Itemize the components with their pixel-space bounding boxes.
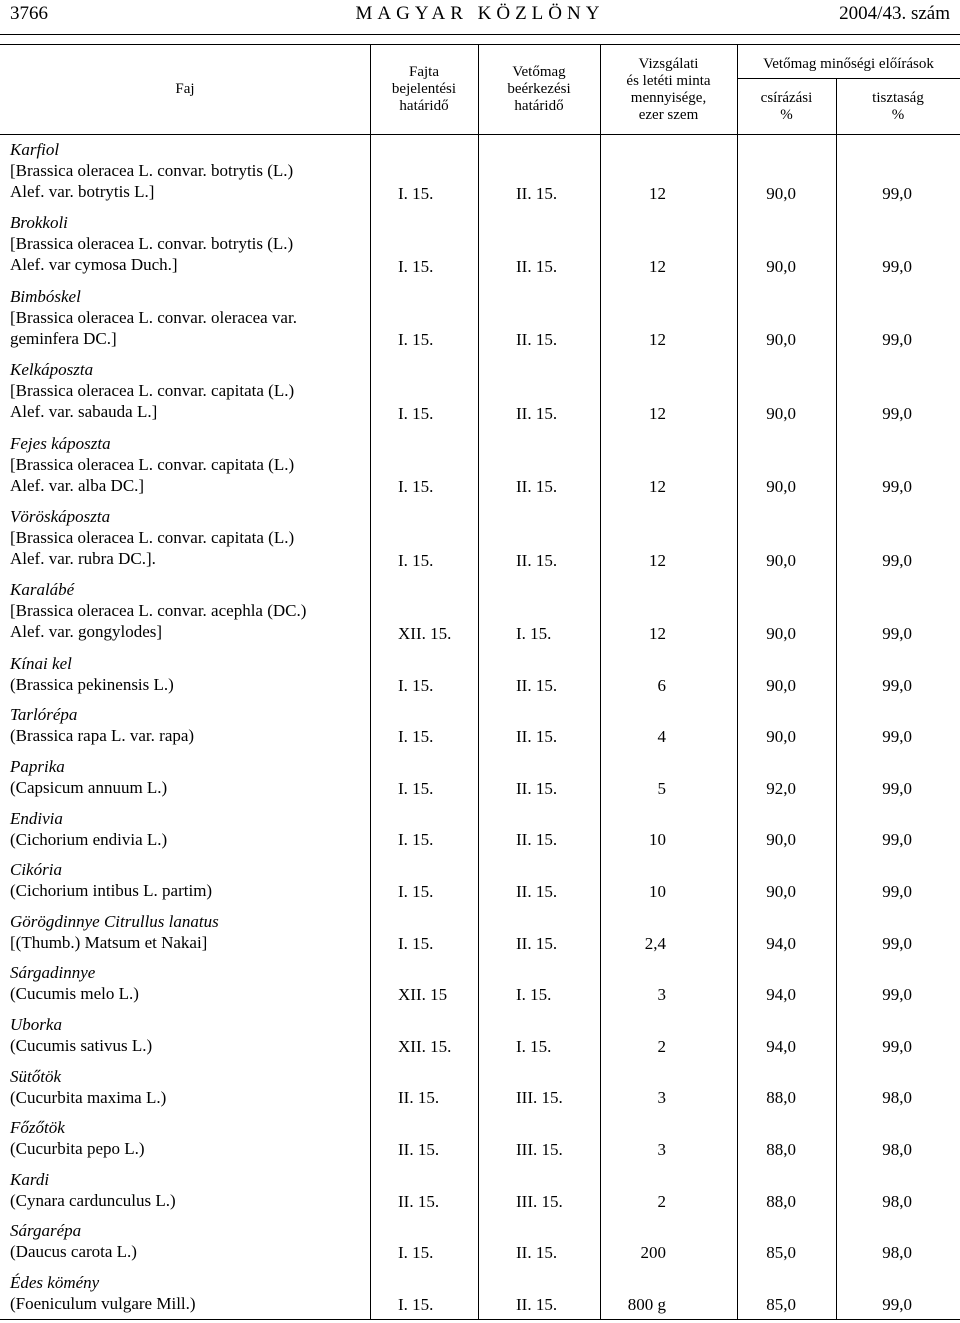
purity-cell: 98,0	[882, 1088, 912, 1108]
germination-cell: 90,0	[766, 550, 796, 570]
sample-size-cell: 200	[640, 1243, 666, 1263]
table-row	[0, 653, 960, 697]
table-row	[0, 756, 960, 800]
seed-arrival-cell: II. 15.	[516, 675, 558, 695]
seed-arrival-cell: II. 15.	[516, 183, 558, 203]
purity-cell: 99,0	[882, 183, 912, 203]
submit-deadline-cell: I. 15.	[398, 183, 434, 203]
table-row	[0, 1014, 960, 1058]
table-row	[0, 1066, 960, 1110]
species-scientific-name: (Cichorium intibus L. partim)	[10, 881, 213, 901]
col-sample-line2: és letéti minta	[626, 73, 711, 89]
species-name	[10, 808, 167, 850]
seed-arrival-cell: I. 15.	[516, 985, 552, 1005]
species-scientific-name: (Cynara cardunculus L.)	[10, 1190, 176, 1210]
species-scientific-name: [Brassica oleracea L. convar. botrytis (L.)	[10, 161, 294, 180]
species-scientific-name: [Brassica oleracea L. convar. acephla (DC.)	[10, 601, 307, 621]
table-bottom-border	[0, 1319, 960, 1320]
species-name	[10, 1117, 145, 1159]
species-scientific-name: (Brassica pekinensis L.)	[10, 674, 174, 694]
table-row	[0, 1117, 960, 1161]
species-name	[10, 579, 306, 642]
species-scientific-name: (Daucus carota L.)	[10, 1242, 137, 1262]
species-name	[10, 1220, 137, 1262]
purity-cell: 99,0	[882, 330, 912, 350]
species-name	[10, 756, 167, 798]
species-name	[10, 506, 294, 569]
species-scientific-name: (Foeniculum vulgare Mill.)	[10, 1294, 196, 1313]
col-germ-line1: csírázási	[760, 90, 813, 106]
sample-size-cell: 12	[649, 477, 666, 497]
col-quality-group: Vetőmag minőségi előírások	[763, 56, 934, 72]
seed-arrival-cell: III. 15.	[516, 1191, 563, 1211]
sample-size-cell: 12	[649, 183, 666, 203]
seed-arrival-cell: II. 15.	[516, 727, 558, 747]
purity-cell: 99,0	[882, 403, 912, 423]
species-common-name: Bimbóskel	[10, 286, 81, 306]
seed-arrival-cell: I. 15.	[516, 623, 552, 643]
species-scientific-name: (Capsicum annuum L.)	[10, 778, 168, 797]
sample-size-cell: 12	[649, 256, 666, 276]
sample-size-cell: 3	[657, 1139, 666, 1159]
submit-deadline-cell: I. 15.	[398, 881, 434, 901]
species-scientific-name: [Brassica oleracea L. convar. capitata (L.)	[10, 454, 295, 474]
species-common-name: Édes kömény	[10, 1273, 100, 1292]
purity-cell: 99,0	[882, 933, 912, 953]
sample-size-cell: 10	[649, 830, 666, 850]
germination-cell: 90,0	[766, 403, 796, 423]
purity-cell: 98,0	[882, 1139, 912, 1159]
sample-size-cell: 12	[649, 330, 666, 350]
seed-arrival-cell: II. 15.	[516, 830, 558, 850]
issue-number: 2004/43. szám	[839, 3, 950, 24]
col-submit-deadline	[370, 64, 478, 115]
submit-deadline-cell: XII. 15.	[398, 623, 452, 643]
germination-cell: 90,0	[766, 675, 796, 695]
purity-cell: 99,0	[882, 727, 912, 747]
table-row	[0, 704, 960, 748]
species-scientific-name: Alef. var. alba DC.]	[10, 475, 145, 495]
germination-cell: 94,0	[766, 985, 796, 1005]
species-common-name: Görögdinnye Citrullus lanatus	[10, 911, 219, 931]
species-common-name: Sárgarépa	[10, 1221, 82, 1241]
species-name	[10, 1169, 176, 1211]
purity-cell: 99,0	[882, 675, 912, 695]
table-row	[0, 1220, 960, 1264]
table-row	[0, 212, 960, 277]
species-common-name: Kínai kel	[10, 653, 72, 673]
purity-cell: 99,0	[882, 985, 912, 1005]
seed-arrival-cell: II. 15.	[516, 778, 558, 798]
purity-cell: 99,0	[882, 477, 912, 497]
germination-cell: 94,0	[766, 1036, 796, 1056]
purity-cell: 99,0	[882, 256, 912, 276]
submit-deadline-cell: I. 15.	[398, 330, 434, 350]
species-scientific-name: (Cucurbita maxima L.)	[10, 1087, 167, 1107]
germination-cell: 90,0	[766, 256, 796, 276]
germination-cell: 90,0	[766, 623, 796, 643]
col-sample-size	[600, 56, 737, 124]
seed-arrival-cell: II. 15.	[516, 933, 558, 953]
species-scientific-name: [Brassica oleracea L. convar. capitata (L.)	[10, 528, 295, 547]
germination-cell: 94,0	[766, 933, 796, 953]
seed-arrival-cell: II. 15.	[516, 881, 558, 901]
seed-arrival-cell: I. 15.	[516, 1036, 552, 1056]
sample-size-cell: 2	[657, 1191, 666, 1211]
col-sample-line3: mennyisége,	[630, 90, 707, 106]
species-scientific-name: [Brassica oleracea L. convar. oleracea var.	[10, 307, 297, 327]
species-scientific-name: [Brassica oleracea L. convar. capitata (L.)	[10, 381, 295, 401]
purity-cell: 99,0	[882, 1294, 912, 1314]
seed-arrival-cell: II. 15.	[516, 1243, 558, 1263]
species-common-name: Karalábé	[10, 580, 75, 600]
header-bottom-border	[0, 134, 960, 135]
table-row	[0, 139, 960, 204]
purity-cell: 99,0	[882, 778, 912, 798]
purity-cell: 98,0	[882, 1243, 912, 1263]
species-common-name: Kelkáposzta	[10, 360, 94, 380]
sample-size-cell: 3	[657, 1088, 666, 1108]
species-name	[10, 859, 212, 901]
col-seed-arrival	[478, 64, 600, 115]
table-top-border	[0, 44, 960, 45]
germination-cell: 88,0	[766, 1139, 796, 1159]
sample-size-cell: 10	[649, 881, 666, 901]
species-scientific-name: Alef. var. sabauda L.]	[10, 402, 158, 422]
purity-cell: 98,0	[882, 1191, 912, 1211]
germination-cell: 85,0	[766, 1243, 796, 1263]
germination-cell: 88,0	[766, 1088, 796, 1108]
col-germ-line2: %	[780, 107, 793, 123]
submit-deadline-cell: XII. 15	[398, 985, 448, 1005]
col-arrival-line1: Vetőmag	[512, 64, 566, 80]
species-common-name: Sütőtök	[10, 1066, 61, 1086]
species-scientific-name: geminfera DC.]	[10, 328, 117, 348]
submit-deadline-cell: II. 15.	[398, 1139, 440, 1159]
col-purity-line1: tisztaság	[872, 90, 924, 106]
species-common-name: Sárgadinnye	[10, 963, 96, 983]
page-header	[0, 0, 960, 32]
col-germination	[737, 90, 836, 124]
germination-cell: 90,0	[766, 881, 796, 901]
purity-cell: 99,0	[882, 1036, 912, 1056]
table-row	[0, 911, 960, 955]
sample-size-cell: 12	[649, 623, 666, 643]
table-row	[0, 859, 960, 903]
species-scientific-name: (Brassica rapa L. var. rapa)	[10, 726, 195, 746]
col-arrival-line3: határidő	[514, 98, 564, 114]
submit-deadline-cell: II. 15.	[398, 1191, 440, 1211]
sample-size-cell: 2	[657, 1036, 666, 1056]
submit-deadline-cell: I. 15.	[398, 1243, 434, 1263]
col-submit-line1: Fajta	[409, 64, 439, 80]
germination-cell: 90,0	[766, 727, 796, 747]
species-common-name: Fejes káposzta	[10, 433, 111, 453]
seed-arrival-cell: II. 15.	[516, 477, 558, 497]
germination-cell: 92,0	[766, 778, 796, 798]
table-row	[0, 359, 960, 424]
col-sample-line4: ezer szem	[638, 107, 699, 123]
submit-deadline-cell: I. 15.	[398, 477, 434, 497]
table-row	[0, 1169, 960, 1213]
submit-deadline-cell: I. 15.	[398, 727, 434, 747]
species-name	[10, 653, 174, 695]
seed-arrival-cell: II. 15.	[516, 1294, 558, 1314]
species-scientific-name: (Cucumis sativus L.)	[10, 1036, 153, 1055]
species-name	[10, 911, 219, 953]
species-common-name: Kardi	[10, 1169, 50, 1189]
sample-size-cell: 3	[657, 985, 666, 1005]
quality-group-divider	[737, 78, 960, 79]
sample-size-cell: 5	[657, 778, 666, 798]
species-scientific-name: (Cucurbita pepo L.)	[10, 1139, 145, 1159]
species-name	[10, 1066, 166, 1108]
species-name	[10, 1272, 196, 1314]
submit-deadline-cell: I. 15.	[398, 256, 434, 276]
species-name	[10, 359, 294, 422]
germination-cell: 85,0	[766, 1294, 796, 1314]
header-rule	[0, 34, 960, 35]
col-species: Faj	[175, 81, 195, 97]
submit-deadline-cell: I. 15.	[398, 675, 434, 695]
table-row	[0, 286, 960, 351]
journal-title: MAGYAR KÖZLÖNY	[355, 3, 605, 24]
species-scientific-name: Alef. var. gongylodes]	[10, 622, 163, 642]
table-row	[0, 962, 960, 1006]
col-arrival-line2: beérkezési	[507, 81, 571, 97]
sample-size-cell: 2,4	[644, 933, 666, 953]
germination-cell: 90,0	[766, 830, 796, 850]
seed-arrival-cell: III. 15.	[516, 1139, 563, 1159]
table-row	[0, 506, 960, 571]
species-scientific-name: Alef. var. rubra DC.].	[10, 549, 156, 568]
germination-cell: 90,0	[766, 330, 796, 350]
species-scientific-name: (Cichorium endivia L.)	[10, 829, 168, 849]
species-scientific-name: Alef. var. botrytis L.]	[10, 182, 155, 201]
submit-deadline-cell: I. 15.	[398, 933, 434, 953]
submit-deadline-cell: II. 15.	[398, 1088, 440, 1108]
purity-cell: 99,0	[882, 623, 912, 643]
species-scientific-name: [(Thumb.) Matsum et Nakai]	[10, 932, 208, 952]
species-common-name: Karfiol	[10, 140, 60, 159]
col-submit-line3: határidő	[399, 98, 449, 114]
species-scientific-name: (Cucumis melo L.)	[10, 984, 139, 1004]
sample-size-cell: 4	[657, 727, 666, 747]
col-purity-line2: %	[891, 107, 905, 123]
seed-arrival-cell: III. 15.	[516, 1088, 563, 1108]
species-name	[10, 962, 139, 1004]
species-name	[10, 212, 293, 275]
table-row	[0, 808, 960, 852]
species-name	[10, 704, 194, 746]
col-submit-line2: bejelentési	[391, 81, 457, 97]
species-common-name: Tarlórépa	[10, 705, 78, 725]
table-row	[0, 579, 960, 644]
species-common-name: Uborka	[10, 1015, 62, 1034]
species-common-name: Endivia	[10, 808, 63, 828]
germination-cell: 90,0	[766, 183, 796, 203]
germination-cell: 90,0	[766, 477, 796, 497]
sample-size-cell: 12	[649, 403, 666, 423]
submit-deadline-cell: I. 15.	[398, 830, 434, 850]
table-row	[0, 1272, 960, 1316]
submit-deadline-cell: XII. 15.	[398, 1036, 452, 1056]
sample-size-cell: 800 g	[627, 1294, 666, 1314]
submit-deadline-cell: I. 15.	[398, 550, 434, 570]
table-row	[0, 433, 960, 498]
species-common-name: Vöröskáposzta	[10, 507, 111, 526]
species-scientific-name: Alef. var cymosa Duch.]	[10, 255, 178, 275]
col-purity	[836, 90, 960, 124]
sample-size-cell: 12	[649, 550, 666, 570]
sample-size-cell: 6	[657, 675, 666, 695]
species-scientific-name: [Brassica oleracea L. convar. botrytis (L.)	[10, 234, 294, 254]
species-name	[10, 433, 294, 496]
purity-cell: 99,0	[882, 881, 912, 901]
page-number: 3766	[10, 3, 48, 24]
purity-cell: 99,0	[882, 550, 912, 570]
species-name	[10, 139, 293, 202]
species-common-name: Paprika	[10, 757, 65, 776]
seed-arrival-cell: II. 15.	[516, 330, 558, 350]
submit-deadline-cell: I. 15.	[398, 403, 434, 423]
seed-arrival-cell: II. 15.	[516, 550, 558, 570]
seed-arrival-cell: II. 15.	[516, 403, 558, 423]
purity-cell: 99,0	[882, 830, 912, 850]
species-common-name: Cikória	[10, 860, 62, 880]
seed-arrival-cell: II. 15.	[516, 256, 558, 276]
species-common-name: Főzőtök	[10, 1118, 65, 1138]
species-common-name: Brokkoli	[10, 213, 68, 233]
submit-deadline-cell: I. 15.	[398, 778, 434, 798]
species-name	[10, 1014, 152, 1056]
col-sample-line1: Vizsgálati	[638, 56, 699, 72]
submit-deadline-cell: I. 15.	[398, 1294, 434, 1314]
species-name	[10, 286, 297, 349]
germination-cell: 88,0	[766, 1191, 796, 1211]
